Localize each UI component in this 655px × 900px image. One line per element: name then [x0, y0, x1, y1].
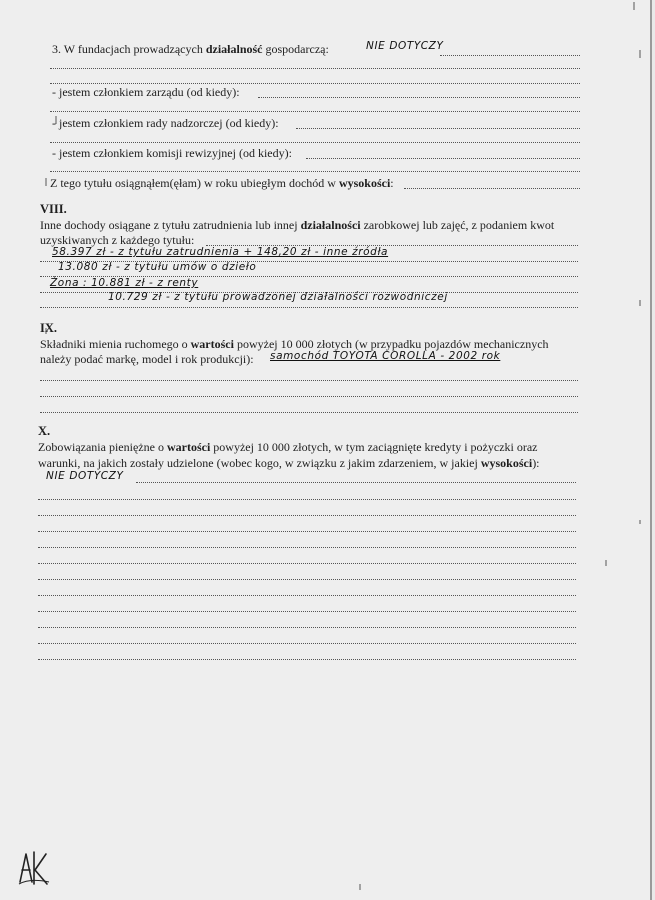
dotted-line [38, 579, 576, 580]
dotted-line [38, 611, 576, 612]
handwritten-liabilities: NIE DOTYCZY [46, 470, 124, 482]
dotted-line [136, 482, 576, 483]
dotted-line [40, 307, 578, 308]
q3-answer: NIE DOTYCZY [366, 40, 444, 52]
section-viii-text-2: uzyskiwanych z każdego tytułu: [40, 233, 195, 247]
handwritten-income-1: 58.397 zł - z tytułu zatrudnienia + 148,20 zł - inne źródła [52, 246, 389, 258]
dotted-line [38, 563, 576, 564]
dotted-line [258, 97, 580, 98]
dotted-line [38, 499, 576, 500]
section-x-text-1: Zobowiązania pieniężne o wartości powyżej 10 000 złotych, w tym zaciągnięte kredyty i pożyczki oraz [38, 440, 538, 454]
dotted-line [38, 547, 576, 548]
section-ix-heading: IX. [40, 321, 58, 335]
signature-initials [16, 848, 50, 888]
dotted-line [440, 55, 580, 56]
dotted-line [306, 158, 580, 159]
handwritten-income-4: 10.729 zł - z tytułu prowadzonej działalności rozwodniczej [108, 291, 448, 303]
dotted-line [50, 68, 580, 69]
dotted-line [50, 83, 580, 84]
dotted-line [50, 142, 580, 143]
supervisory-member-label: - jestem członkiem rady nadzorczej (od kiedy): [52, 116, 279, 130]
income-label: Z tego tytułu osiągnąłem(ęłam) w roku ubiegłym dochód w wysokości: [50, 176, 394, 190]
dotted-line [38, 531, 576, 532]
dotted-line [38, 595, 576, 596]
q3-label: 3. W fundacjach prowadzących działalność gospodarczą: [52, 42, 329, 56]
section-ix-text-2: należy podać markę, model i rok produkcji): [40, 352, 254, 366]
dotted-line [40, 412, 578, 413]
dotted-line [50, 171, 580, 172]
dotted-line [40, 396, 578, 397]
dotted-line [50, 111, 580, 112]
section-x-text-2: warunki, na jakich zostały udzielone (wobec kogo, w związku z jakim zdarzeniem, w jakiej wysokości): [38, 456, 540, 470]
section-viii-text-1: Inne dochody osiągane z tytułu zatrudnienia lub innej działalności zarobkowej lub zajęć, z podaniem kwot [40, 218, 555, 232]
board-member-label: - jestem członkiem zarządu (od kiedy): [52, 85, 240, 99]
dotted-line [38, 515, 576, 516]
dotted-line [38, 643, 576, 644]
dotted-line [38, 659, 576, 660]
dotted-line [404, 188, 580, 189]
dotted-line [40, 380, 578, 381]
dotted-line [296, 128, 580, 129]
handwritten-vehicle: samochód TOYOTA COROLLA - 2002 rok [270, 350, 501, 362]
handwritten-income-3: Żona : 10.881 zł - z renty [50, 277, 199, 289]
section-x-heading: X. [38, 424, 51, 438]
audit-member-label: - jestem członkiem komisji rewizyjnej (od kiedy): [52, 146, 292, 160]
dotted-line [38, 627, 576, 628]
section-viii-heading: VIII. [40, 202, 67, 216]
section-ix-text-1: Składniki mienia ruchomego o wartości powyżej 10 000 złotych (w przypadku pojazdów mechanicznych [40, 337, 549, 351]
handwritten-income-2: 13.080 zł - z tytułu umów o dzieło [58, 261, 257, 273]
